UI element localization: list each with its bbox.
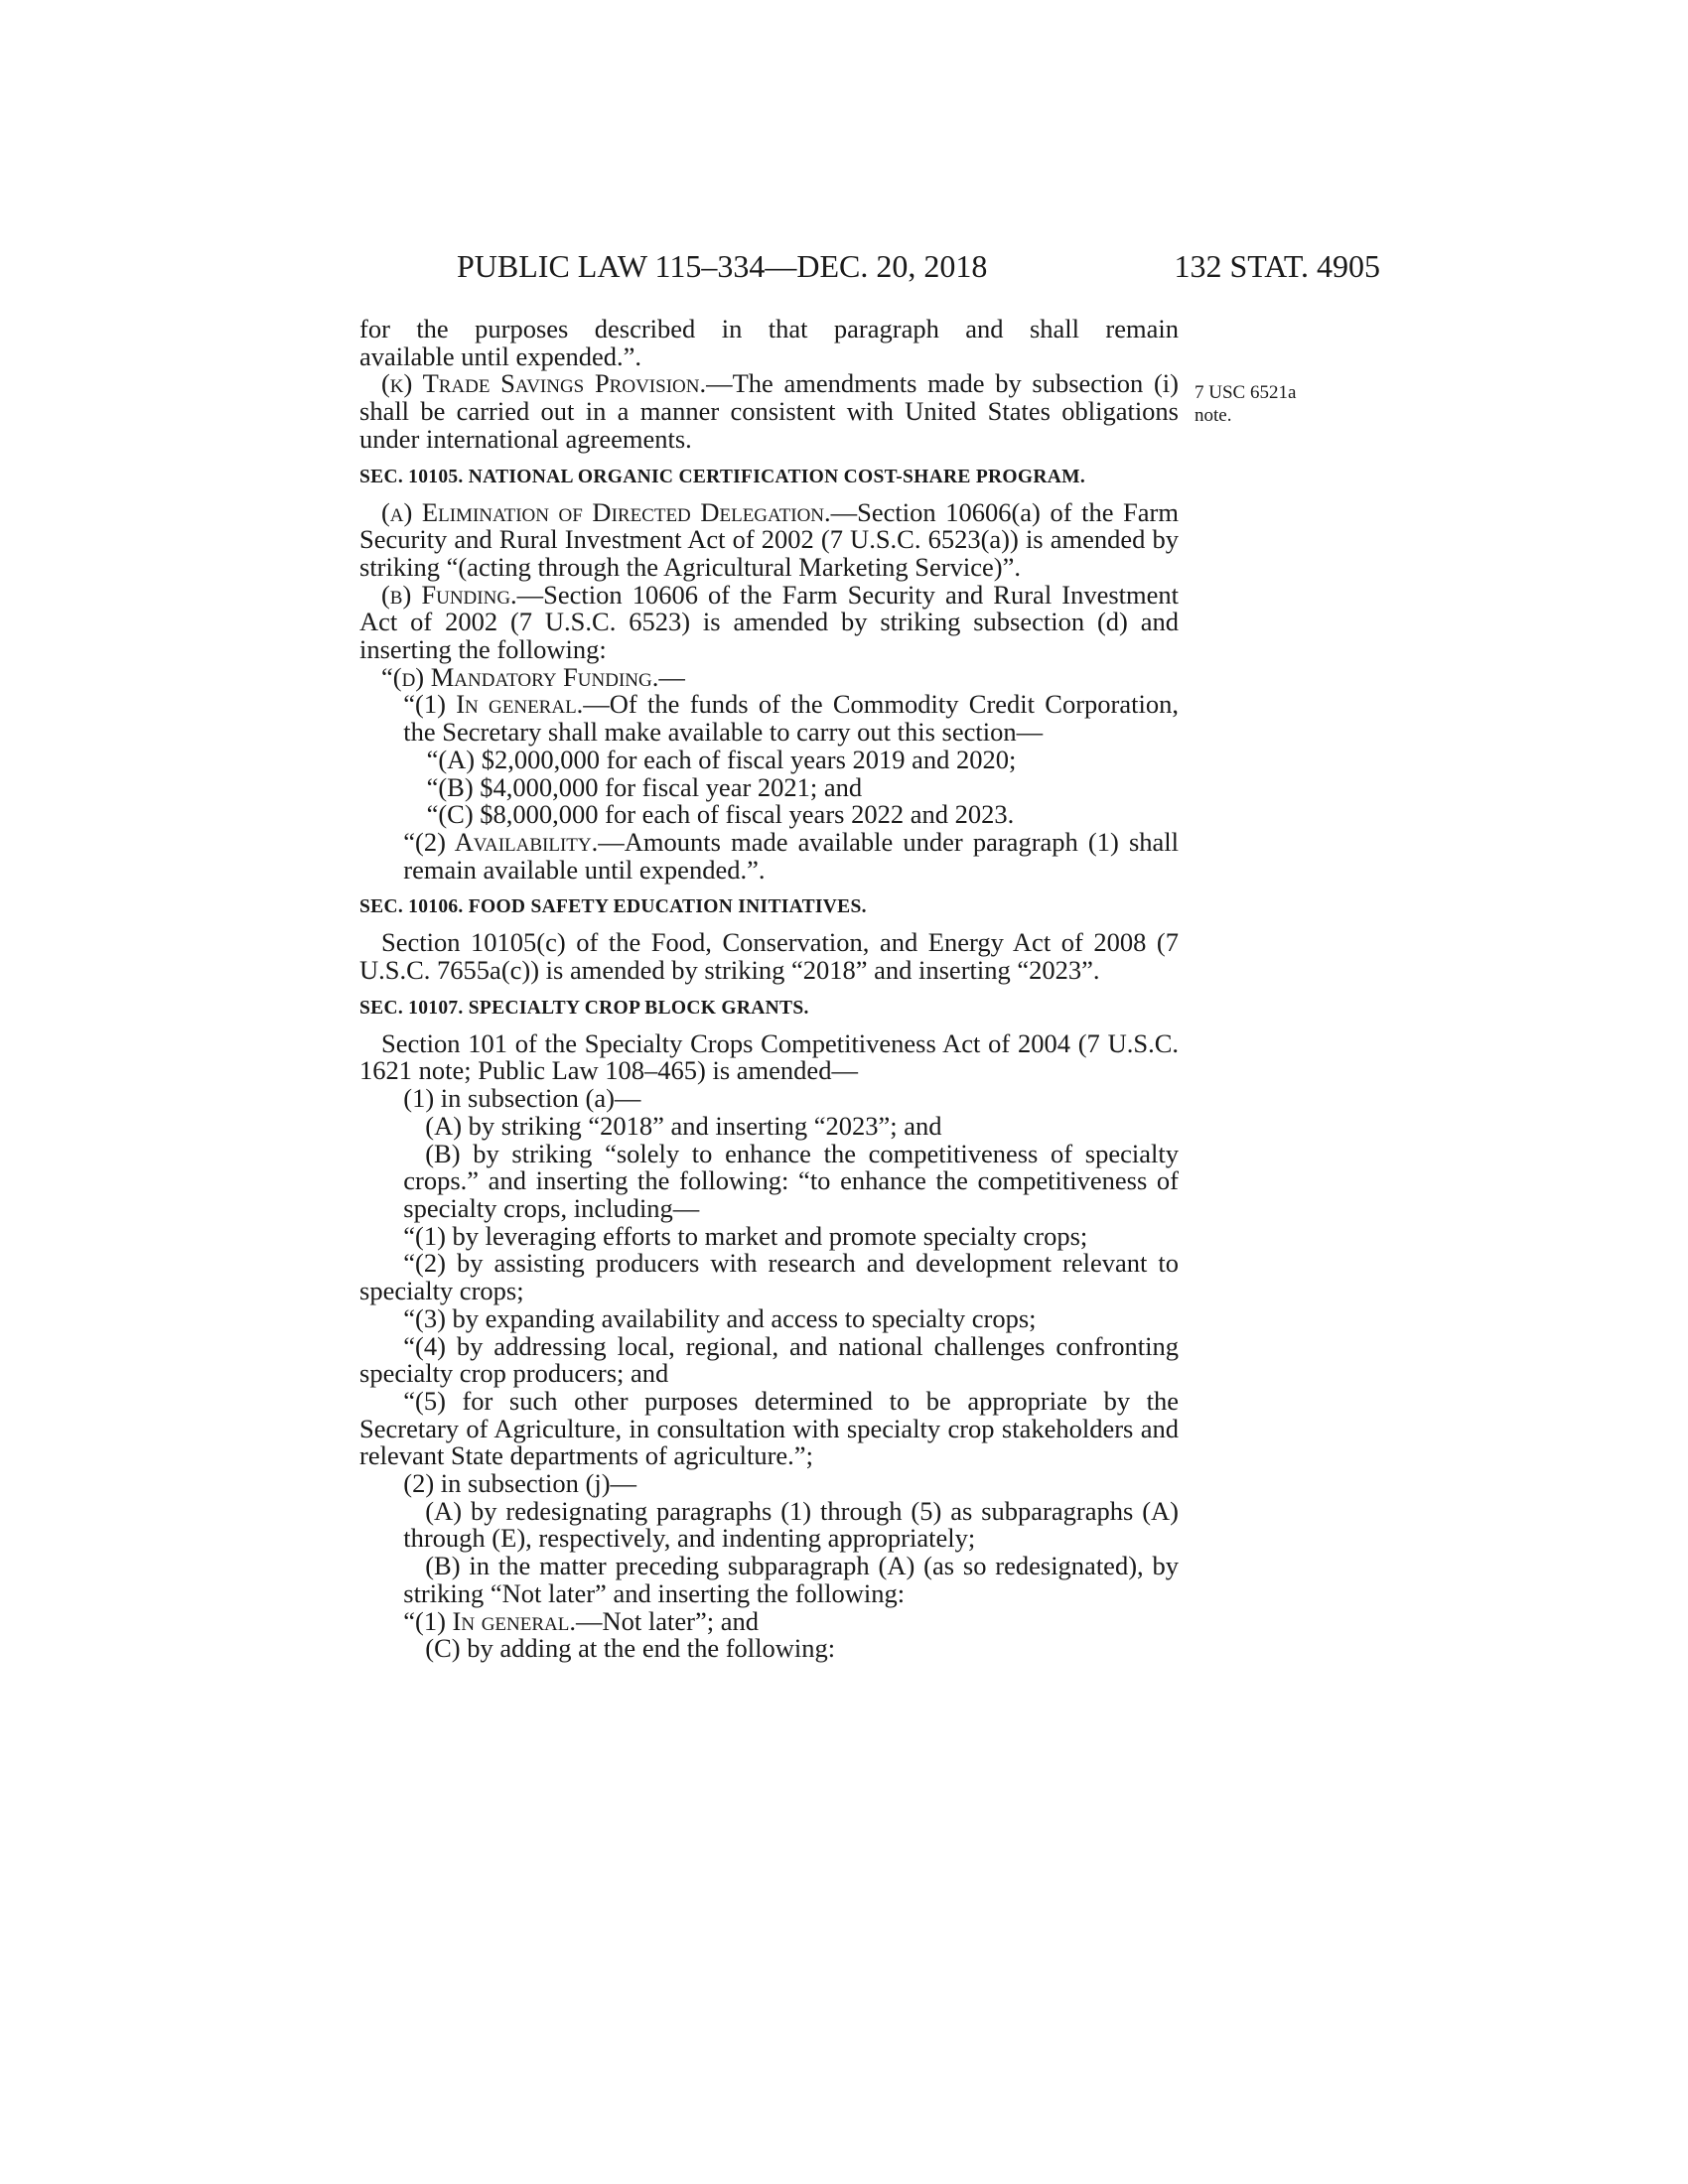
item-2B: (B) in the matter preceding subparagraph (A) (as so redesignated), by striking “Not later” and inserting the following: xyxy=(403,1551,1179,1608)
page-header xyxy=(457,248,1380,292)
section-heading-10107: SEC. 10107. SPECIALTY CROP BLOCK GRANTS. xyxy=(359,997,809,1019)
paragraph-dB: “(B) $4,000,000 for fiscal year 2021; and xyxy=(426,771,863,802)
margin-note-usc: 7 USC 6521a xyxy=(1195,382,1297,403)
paragraph-heading: “(d) Mandatory Funding. xyxy=(380,661,659,692)
item-2C: (C) by adding at the end the following: xyxy=(425,1633,836,1664)
item-1B: (B) by striking “solely to enhance the competitiveness of specialty crops.” and inserting the following: “to enhance the competitiveness of specialty crops, including— xyxy=(403,1138,1179,1223)
item-1A: (A) by striking “2018” and inserting “2023”; and xyxy=(425,1110,942,1141)
paragraph-dA: “(A) $2,000,000 for each of fiscal years 2019 and 2020; xyxy=(426,744,1017,774)
paragraph-text: —Section 10606(a) of the Farm Security and Rural Investment Act of 2002 (7 U.S.C. 6523(a)) is amended by striking “(acting through the Agricultural Marketing Service)”. xyxy=(359,496,1179,582)
text-line: available until expended.”. xyxy=(359,341,642,371)
paragraph-heading: “(2) Availability. xyxy=(403,826,599,857)
section-heading-10105: SEC. 10105. NATIONAL ORGANIC CERTIFICATION COST-SHARE PROGRAM. xyxy=(359,466,1086,487)
section-heading-10106: SEC. 10106. FOOD SAFETY EDUCATION INITIATIVES. xyxy=(359,896,867,918)
paragraph-k xyxy=(359,370,1179,453)
paragraph-d2 xyxy=(359,826,1180,885)
paragraph-text: —Section 10606 of the Farm Security and Rural Investment Act of 2002 (7 U.S.C. 6523) is amended by striking subsection (d) and inserting the following: xyxy=(359,579,1179,665)
paragraph-10107: Section 101 of the Specialty Crops Competitiveness Act of 2004 (7 U.S.C. 1621 note; Public Law 108–465) is amended— xyxy=(359,1027,1179,1086)
paragraph-heading: (b) Funding. xyxy=(380,579,517,610)
paragraph-heading: (a) Elimination of Directed Delegation. xyxy=(380,496,831,527)
header-stat-page: 132 STAT. 4905 xyxy=(1174,248,1380,284)
header-law-citation: PUBLIC LAW 115–334—DEC. 20, 2018 xyxy=(457,248,988,284)
text-line: for the purposes described in that paragraph and shall remain xyxy=(359,314,1179,343)
document-body xyxy=(359,316,1179,1663)
paragraph-b xyxy=(359,579,1179,665)
margin-note xyxy=(1195,381,1334,427)
paragraph-text: —Amounts made available under paragraph (1) shall remain available until expended.”. xyxy=(403,826,1180,885)
paragraph-a xyxy=(359,496,1179,582)
quoted-item-4: “(4) by addressing local, regional, and national challenges confronting specialty crop producers; and xyxy=(359,1330,1179,1389)
paragraph-d xyxy=(359,661,1179,692)
quoted-item-3: “(3) by expanding availability and access to specialty crops; xyxy=(403,1302,1037,1333)
margin-note-label: note. xyxy=(1195,405,1232,426)
item-2: (2) in subsection (j)— xyxy=(403,1468,637,1499)
quoted-item-5: “(5) for such other purposes determined to be appropriate by the Secretary of Agriculture, in consultation with specialty crop stakeholders and relevant State departments of agriculture.”; xyxy=(359,1385,1179,1471)
item-1: (1) in subsection (a)— xyxy=(403,1083,641,1114)
quoted-item-1: “(1) by leveraging efforts to market and promote specialty crops; xyxy=(403,1220,1088,1251)
paragraph-text: —Not later”; and xyxy=(576,1605,759,1636)
item-2B-quote xyxy=(359,1605,1179,1636)
item-2A: (A) by redesignating paragraphs (1) through (5) as subparagraphs (A) through (E), respectively, and indenting appropriately; xyxy=(403,1495,1179,1554)
paragraph-dC: “(C) $8,000,000 for each of fiscal years 2022 and 2023. xyxy=(426,799,1015,830)
paragraph-text: — xyxy=(658,661,685,692)
quoted-item-2: “(2) by assisting producers with research and development relevant to specialty crops; xyxy=(359,1248,1179,1306)
paragraph-heading: “(1) In general. xyxy=(403,689,584,720)
paragraph-heading: (k) Trade Savings Provision. xyxy=(380,368,707,399)
paragraph-10106: Section 10105(c) of the Food, Conservation, and Energy Act of 2008 (7 U.S.C. 7655a(c)) is amended by striking “2018” and inserting “2023”. xyxy=(359,927,1179,986)
paragraph-d1 xyxy=(359,691,1179,746)
paragraph-text: —Of the funds of the Commodity Credit Corporation, the Secretary shall make available to carry out this section— xyxy=(403,689,1179,748)
paragraph-heading: “(1) In general. xyxy=(403,1605,576,1636)
paragraph-text: —The amendments made by subsection (i) shall be carried out in a manner consistent with United States obligations under international agreements. xyxy=(359,368,1179,454)
